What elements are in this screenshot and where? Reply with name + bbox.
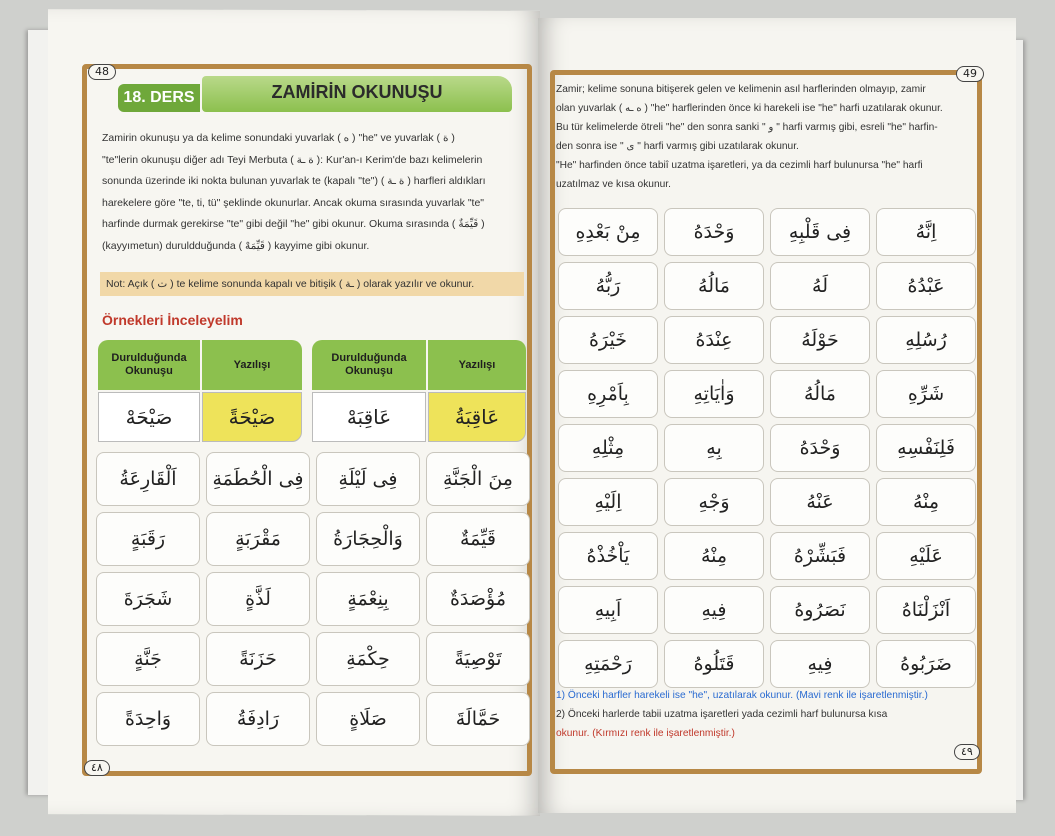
- word-card: رَادِفَةُ: [206, 692, 310, 746]
- word-card: رَقَبَةٍ: [96, 512, 200, 566]
- example-writing: صَيْحَةً: [202, 392, 302, 442]
- example-writing: عَاقِبَةُ: [428, 392, 526, 442]
- rules-text: [556, 686, 974, 743]
- word-card: فِى قَلْبِهِ: [770, 208, 870, 256]
- word-card: مُؤْصَدَةٌ: [426, 572, 530, 626]
- left-intro-text: [102, 128, 522, 257]
- column-header-reading: Durulduğunda Okunuşu: [312, 340, 426, 390]
- word-card: تَوْصِيَةً: [426, 632, 530, 686]
- word-card: وَاحِدَةً: [96, 692, 200, 746]
- word-card: رَبُّهُ: [558, 262, 658, 310]
- intro-line: harekelere göre "te, ti, tü" şeklinde okunurlar. Ancak okuma sırasında yuvarlak "te": [102, 196, 485, 209]
- word-card: بِهِ: [664, 424, 764, 472]
- intro-line: "He" harfinden önce tabiî uzatma işaretleri, ya da cezimli harf bulunursa "he" harfi: [556, 160, 923, 171]
- word-card: اِنَّهُ: [876, 208, 976, 256]
- word-card: حَمَّالَةَ: [426, 692, 530, 746]
- example-table-1: [98, 340, 294, 442]
- intro-line: olan yuvarlak ( ه ـه ) "he" harflerinden önce ki harekeli ise "he" harfi uzatılarak okunur.: [556, 103, 943, 114]
- column-header-writing: Yazılışı: [202, 340, 302, 390]
- example-reading: عَاقِبَهْ: [312, 392, 426, 442]
- word-card: وَحْدَهُ: [664, 208, 764, 256]
- word-card: اِلَيْهِ: [558, 478, 658, 526]
- word-card: مِثْلِهِ: [558, 424, 658, 472]
- word-card: عَبْدُهُ: [876, 262, 976, 310]
- intro-line: harfinde durmak gerekirse "te" gibi değil "he" gibi okunur. Okuma sırasında ( قَيِّمَةٌ ): [102, 218, 485, 230]
- word-card: بِنِعْمَةٍ: [316, 572, 420, 626]
- word-card: مِنْهُ: [876, 478, 976, 526]
- word-card: لَهُ: [770, 262, 870, 310]
- word-card: عَلَيْهِ: [876, 532, 976, 580]
- examples-heading: Örnekleri İnceleyelim: [102, 312, 243, 328]
- rule-2: 2) Önceki harlerde tabii uzatma işaretleri yada cezimli harf bulunursa kısa: [556, 709, 888, 720]
- word-card: حَوْلَهُ: [770, 316, 870, 364]
- word-card: نَصَرُوهُ: [770, 586, 870, 634]
- word-card: مِنْ بَعْدِهِ: [558, 208, 658, 256]
- intro-line: sonunda üzerinde iki nokta bulunan yuvarlak te (kapalı "te") ( ة ـة ) harfleri aldıkları: [102, 175, 486, 187]
- intro-line: (kayyımetun) duruldduğunda ( قَيِّمَهْ ) kayyime gibi okunur.: [102, 239, 370, 252]
- word-card: قَتَلُوهُ: [664, 640, 764, 688]
- word-card: صَلَاةٍ: [316, 692, 420, 746]
- word-card: وَجْهِ: [664, 478, 764, 526]
- note-box: Not: Açık ( ت ) te kelime sonunda kapalı ve bitişik ( ـة ) olarak yazılır ve okunur.: [100, 272, 524, 296]
- word-card: اَلْقَارِعَةُ: [96, 452, 200, 506]
- rule-2-cont: okunur. (Kırmızı renk ile işaretlenmiştir.): [556, 728, 735, 739]
- word-card: ضَرَبُوهُ: [876, 640, 976, 688]
- word-card: اَنْزَلْنَاهُ: [876, 586, 976, 634]
- word-card: مَالُهُ: [664, 262, 764, 310]
- intro-line: Bu tür kelimelerde ötreli "he" den sonra sanki " و " harfi varmış gibi, esreli "he" harfin-: [556, 122, 938, 133]
- word-card: بِاَمْرِهِ: [558, 370, 658, 418]
- word-card: جَنَّةٍ: [96, 632, 200, 686]
- intro-line: den sonra ise " ى " harfi varmış gibi uzatılarak okunur.: [556, 141, 799, 152]
- example-reading: صَيْحَهْ: [98, 392, 200, 442]
- word-card: فَبَشِّرْهُ: [770, 532, 870, 580]
- intro-line: Zamir; kelime sonuna bitişerek gelen ve kelimenin asıl harflerinden olmayıp, zamir: [556, 84, 926, 95]
- word-card: مِنْهُ: [664, 532, 764, 580]
- word-card: اَبِيهِ: [558, 586, 658, 634]
- right-page-number-bottom: ٤٩: [954, 744, 980, 760]
- word-card: خَيْرَهُ: [558, 316, 658, 364]
- word-card: فِى الْحُطَمَةِ: [206, 452, 310, 506]
- left-word-grid: [96, 452, 530, 746]
- intro-line: Zamirin okunuşu ya da kelime sonundaki yuvarlak ( ه ) "he" ve yuvarlak ( ة ): [102, 132, 455, 144]
- left-page-number-bottom: ٤٨: [84, 760, 110, 776]
- lesson-tag: 18. DERS: [118, 84, 200, 112]
- word-card: فِيهِ: [664, 586, 764, 634]
- word-card: وَالْحِجَارَةُ: [316, 512, 420, 566]
- word-card: عَنْهُ: [770, 478, 870, 526]
- word-card: يَاْخُذْهُ: [558, 532, 658, 580]
- word-card: حِكْمَةِ: [316, 632, 420, 686]
- column-header-writing: Yazılışı: [428, 340, 526, 390]
- word-card: مَقْرَبَةٍ: [206, 512, 310, 566]
- word-card: فِى لَيْلَةِ: [316, 452, 420, 506]
- word-card: حَزَنَةً: [206, 632, 310, 686]
- word-card: عِنْدَهُ: [664, 316, 764, 364]
- word-card: قَيِّمَةٌ: [426, 512, 530, 566]
- left-page-number-top: 48: [88, 64, 116, 80]
- rule-1: 1) Önceki harfler harekeli ise "he", uzatılarak okunur. (Mavi renk ile işaretlenmiştir.): [556, 690, 928, 701]
- example-table-2: [312, 340, 508, 442]
- word-card: فَلِنَفْسِهِ: [876, 424, 976, 472]
- word-card: لَذَّةٍ: [206, 572, 310, 626]
- right-word-grid: [558, 208, 976, 688]
- word-card: شَجَرَةَ: [96, 572, 200, 626]
- word-card: مِنَ الْجَنَّةِ: [426, 452, 530, 506]
- right-page-number-top: 49: [956, 66, 984, 82]
- word-card: رُسُلِهِ: [876, 316, 976, 364]
- word-card: وَاٰيَاتِهِ: [664, 370, 764, 418]
- lesson-title: ZAMİRİN OKUNUŞU: [202, 76, 512, 112]
- word-card: شَرِّهِ: [876, 370, 976, 418]
- word-card: وَحْدَهُ: [770, 424, 870, 472]
- column-header-reading: Durulduğunda Okunuşu: [98, 340, 200, 390]
- word-card: رَحْمَتِهِ: [558, 640, 658, 688]
- intro-line: "te"lerin okunuşu diğer adı Teyi Merbuta ( ة ـة ): Kur'an-ı Kerim'de bazı kelimelerin: [102, 153, 483, 166]
- word-card: فِيهِ: [770, 640, 870, 688]
- right-intro-text: [556, 80, 974, 194]
- intro-line: uzatılmaz ve kısa okunur.: [556, 179, 671, 190]
- word-card: مَالُهُ: [770, 370, 870, 418]
